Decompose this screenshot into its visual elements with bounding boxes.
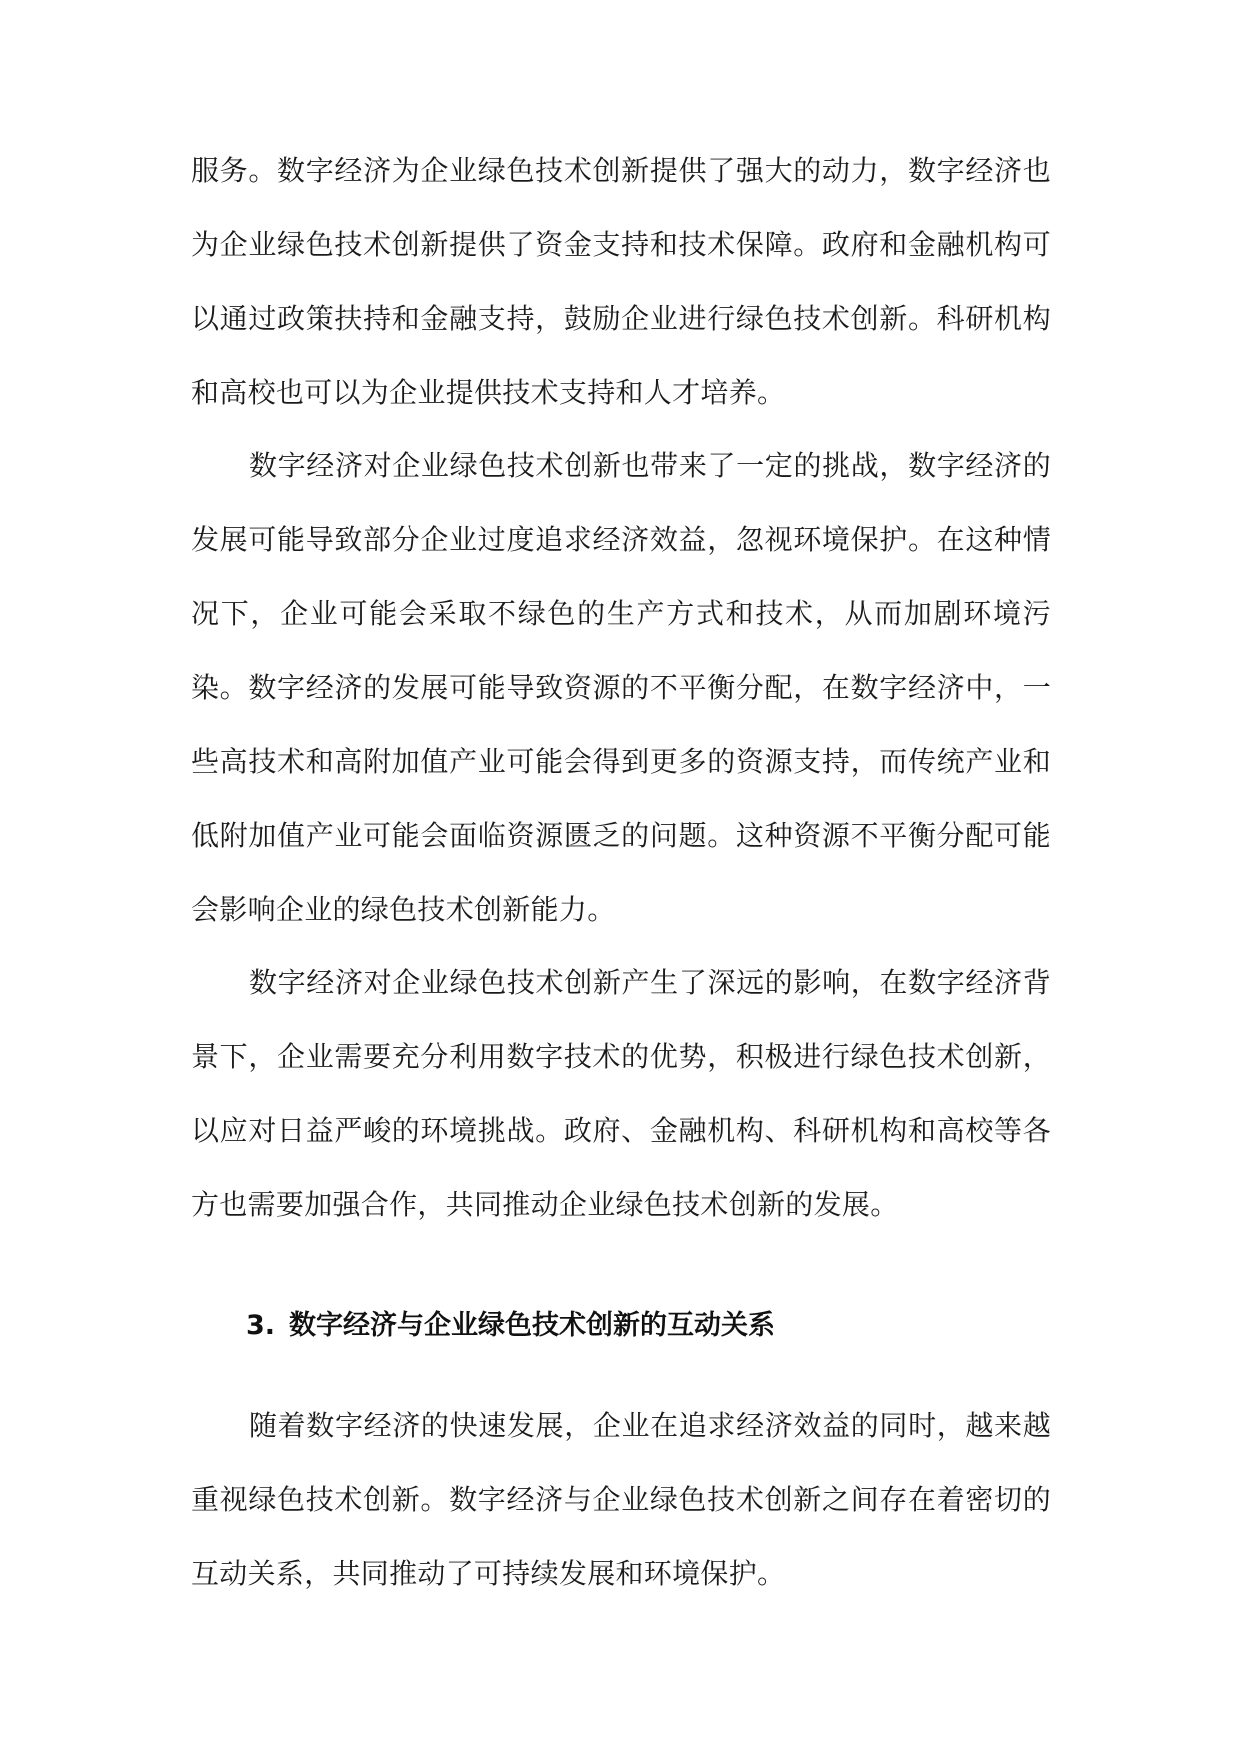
section-title: 数字经济与企业绿色技术创新的互动关系 [289, 1310, 776, 1341]
body-paragraph-2: 数字经济对企业绿色技术创新也带来了一定的挑战，数字经济的发展可能导致部分企业过度追求经济效益，忽视环境保护。在这种情况下，企业可能会采取不绿色的生产方式和技术，从而加剧环境污染。数字经济的发展可能导致资源的不平衡分配，在数字经济中，一些高技术和高附加值产业可能会得到更多的资源支持，而传统产业和低附加值产业可能会面临资源匮乏的问题。这种资源不平衡分配可能会影响企业的绿色技术创新能力。 [191, 449, 1051, 926]
section-number: 3. [246, 1310, 276, 1341]
body-paragraph-1: 服务。数字经济为企业绿色技术创新提供了强大的动力，数字经济也为企业绿色技术创新提供了资金支持和技术保障。政府和金融机构可以通过政策扶持和金融支持，鼓励企业进行绿色技术创新。科研机构和高校也可以为企业提供技术支持和人才培养。 [191, 154, 1051, 409]
body-paragraph-4: 随着数字经济的快速发展，企业在追求经济效益的同时，越来越重视绿色技术创新。数字经济与企业绿色技术创新之间存在着密切的互动关系，共同推动了可持续发展和环境保护。 [191, 1409, 1051, 1590]
section-heading [246, 1306, 775, 1346]
body-paragraph-3: 数字经济对企业绿色技术创新产生了深远的影响，在数字经济背景下，企业需要充分利用数字技术的优势，积极进行绿色技术创新，以应对日益严峻的环境挑战。政府、金融机构、科研机构和高校等各方也需要加强合作，共同推动企业绿色技术创新的发展。 [191, 966, 1051, 1221]
